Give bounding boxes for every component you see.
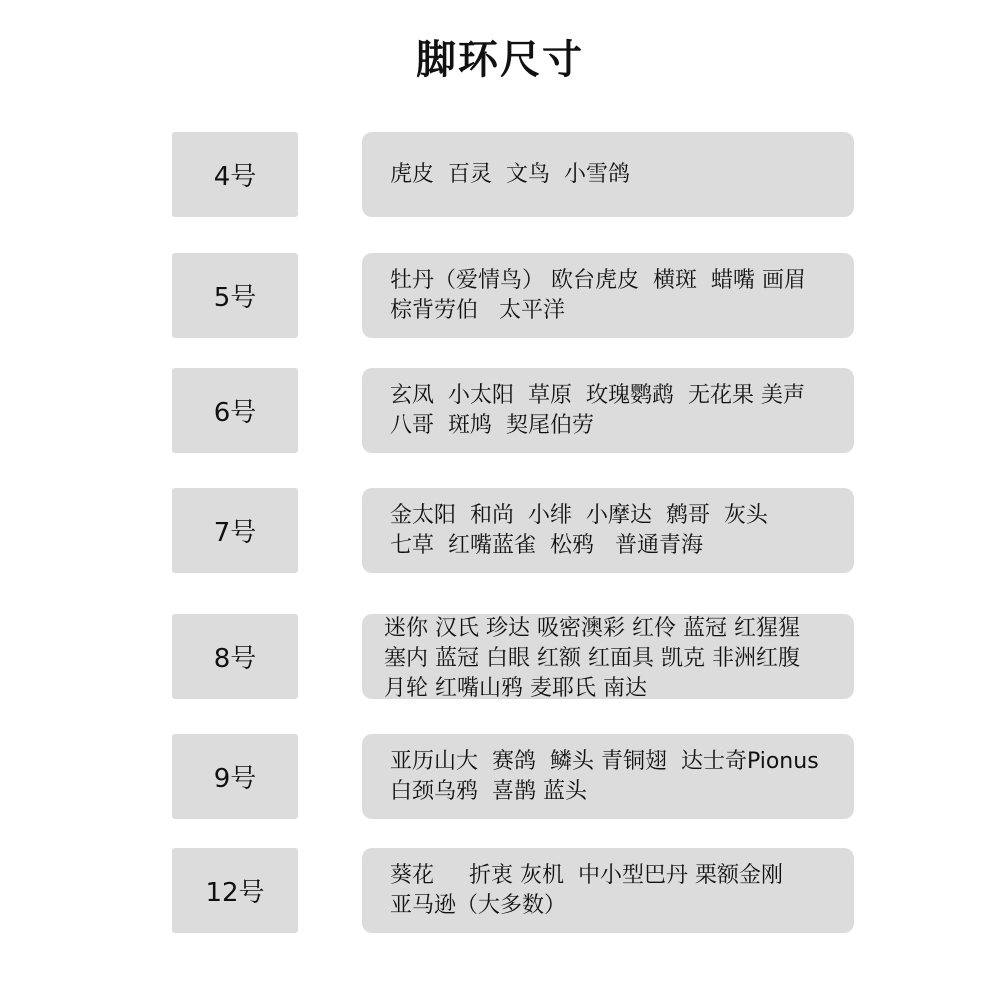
birds-line: 七草 红嘴蓝雀 松鸦 普通青海 — [390, 532, 703, 558]
size-cell: 7号 — [172, 488, 298, 573]
birds-cell — [362, 734, 854, 819]
size-cell: 4号 — [172, 132, 298, 217]
birds-line: 葵花 折衷 灰机 中小型巴丹 栗额金刚 — [390, 862, 783, 888]
page-title: 脚环尺寸 — [416, 37, 584, 83]
birds-line: 棕背劳伯 太平洋 — [390, 297, 565, 323]
size-cell: 9号 — [172, 734, 298, 819]
birds-cell — [362, 488, 854, 573]
birds-cell — [362, 848, 854, 933]
birds-line: 牡丹（爱情鸟） 欧台虎皮 横斑 蜡嘴 画眉 — [390, 267, 806, 293]
birds-line: 亚历山大 赛鸽 鳞头 青铜翅 达士奇Pionus — [390, 748, 819, 774]
birds-line: 月轮 红嘴山鸦 麦耶氏 南达 — [384, 676, 647, 699]
birds-line: 虎皮 百灵 文鸟 小雪鸽 — [390, 161, 630, 187]
birds-line: 迷你 汉氏 珍达 吸密澳彩 红伶 蓝冠 红猩猩 — [384, 616, 800, 641]
birds-line: 金太阳 和尚 小绯 小摩达 鹩哥 灰头 — [390, 502, 768, 528]
birds-cell — [362, 132, 854, 217]
birds-line: 亚马逊（大多数） — [390, 892, 567, 918]
size-cell: 5号 — [172, 253, 298, 338]
birds-cell — [362, 614, 854, 699]
birds-cell — [362, 368, 854, 453]
size-cell: 6号 — [172, 368, 298, 453]
size-cell: 8号 — [172, 614, 298, 699]
size-cell: 12号 — [172, 848, 298, 933]
birds-cell — [362, 253, 854, 338]
birds-line: 塞内 蓝冠 白眼 红额 红面具 凯克 非洲红腹 — [384, 646, 800, 671]
birds-line: 白颈乌鸦 喜鹊 蓝头 — [390, 778, 587, 804]
birds-line: 八哥 斑鸠 契尾伯劳 — [390, 412, 594, 438]
birds-line: 玄凤 小太阳 草原 玫瑰鹦鹉 无花果 美声 — [390, 382, 805, 408]
